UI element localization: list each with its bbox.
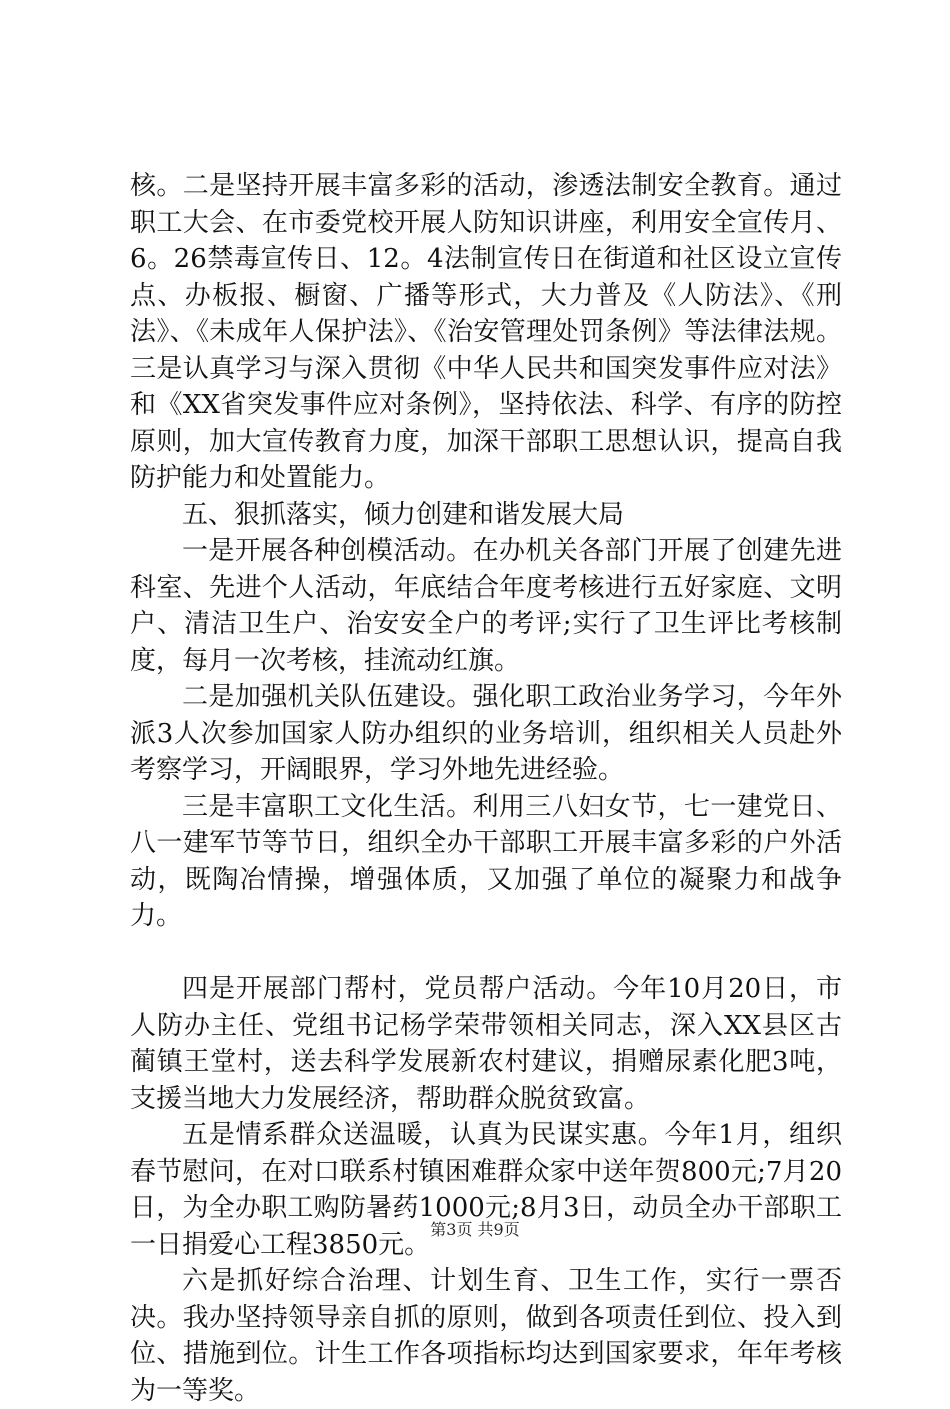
paragraph-cultural-life: 三是丰富职工文化生活。利用三八妇女节，七一建党日、八一建军节等节日，组织全办干部职工开展丰富多彩的户外活动，既陶冶情操，增强体质，又加强了单位的凝聚力和战争力。 — [130, 791, 842, 931]
paragraph-spacer — [130, 935, 842, 972]
section-heading-five: 五、狠抓落实，倾力创建和谐发展大局 — [182, 499, 625, 530]
paragraph-legal-education: 核。二是坚持开展丰富多彩的活动，渗透法制安全教育。通过职工大会、在市委党校开展人防知识讲座，利用安全宣传月、6。26禁毒宣传日、12。4法制宣传日在街道和社区设立宣传点、办板报、橱窗、广播等形式，大力普及《人防法》、《刑法》、《未成年人保护法》、《治安管理处罚条例》等法律法规。三是认真学习与深入贯彻《中华人民共和国突发事件应对法》和《XX省突发事件应对条例》，坚持依法、科学、有序的防控原则，加大宣传教育力度，加深干部职工思想认识，提高自我防护能力和处置能力。 — [130, 171, 842, 493]
paragraph-team-building: 二是加强机关队伍建设。强化职工政治业务学习，今年外派3人次参加国家人防办组织的业务培训，组织相关人员赴外考察学习，开阔眼界，学习外地先进经验。 — [130, 682, 842, 785]
page-footer-number: 第3页 共9页 — [430, 1220, 520, 1239]
paragraph-comprehensive-governance: 六是抓好综合治理、计划生育、卫生工作，实行一票否决。我办坚持领导亲自抓的原则，做到各项责任到位、投入到位、措施到位。计生工作各项指标均达到国家要求，年年考核为一等奖。 — [130, 1266, 842, 1406]
paragraph-model-activities: 一是开展各种创模活动。在办机关各部门开展了创建先进科室、先进个人活动，年底结合年度考核进行五好家庭、文明户、清洁卫生户、治安安全户的考评;实行了卫生评比考核制度，每月一次考核，挂流动红旗。 — [130, 536, 842, 676]
paragraph-village-assistance: 四是开展部门帮村，党员帮户活动。今年10月20日，市人防办主任、党组书记杨学荣带领相关同志，深入XX县区古蔺镇王堂村，送去科学发展新农村建议，捐赠尿素化肥3吨，支援当地大力发展经济，帮助群众脱贫致富。 — [130, 974, 842, 1114]
paragraph-warmth-to-masses: 五是情系群众送温暖，认真为民谋实惠。今年1月，组织春节慰问，在对口联系村镇困难群众家中送年贺800元;7月20日，为全办职工购防暑药1000元;8月3日，动员全办干部职工一日捐爱心工程3850元。 — [130, 1120, 842, 1260]
